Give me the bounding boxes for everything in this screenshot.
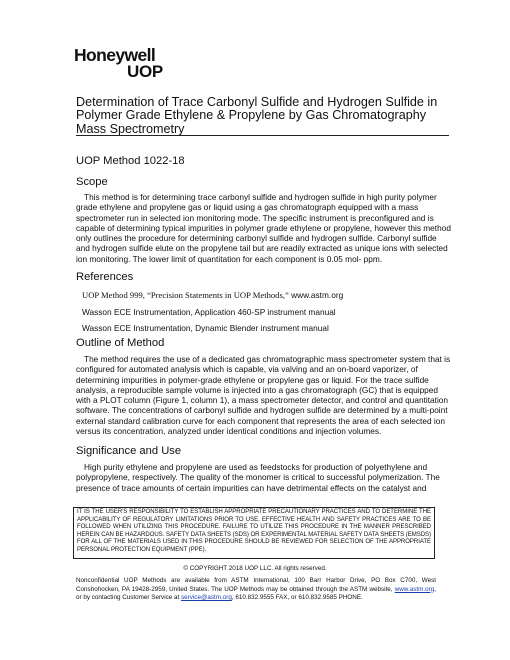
copyright-notice: © COPYRIGHT 2018 UOP LLC. All rights reserved.: [183, 565, 327, 572]
footer-text-2: , or by contacting Customer Service at: [76, 585, 436, 602]
reference-item-1: [82, 290, 343, 300]
reference-item-2: Wasson ECE Instrumentation, Application 460-SP instrument manual: [82, 307, 336, 317]
method-number: UOP Method 1022-18: [76, 155, 185, 167]
outline-paragraph: [76, 354, 452, 436]
references-heading: References: [76, 271, 134, 283]
title-underline: [76, 135, 449, 136]
reference-item-3: Wasson ECE Instrumentation, Dynamic Blender instrument manual: [82, 323, 329, 333]
document-title: Determination of Trace Carbonyl Sulfide and Hydrogen Sulfide in Polymer Grade Ethylene & Propylene by Gas Chromatography Mass Spectrometry: [76, 95, 438, 136]
significance-text: High purity ethylene and propylene are used as feedstocks for production of polyethylene and polypropylene, respectively. The quality of the monomer is critical to successful polymerization. The presence of trace amounts of certain impurities can have detrimental effects on the catalyst and: [76, 462, 440, 493]
safety-disclaimer-box: IT IS THE USER'S RESPONSIBILITY TO ESTABLISH APPROPRIATE PRECAUTIONARY PRACTICES AND TO DETERMINE THE APPLICABILITY OF REGULATORY LIMITATIONS PRIOR TO USE. EFFECTIVE HEALTH AND SAFETY PRACTICES ARE TO BE FOLLOWED WHEN UTILIZING THIS PROCEDURE. FAILURE TO UTILIZE THIS PROCEDURE IN THE MANNER PRESCRIBED HEREIN CAN BE HAZARDOUS. SAFETY DATA SHEETS (SDS) OR EXPERIMENTAL MATERIAL SAFETY DATA SHEETS (EMSDS) FOR ALL OF THE MATERIALS USED IN THIS PROCEDURE SHOULD BE REVIEWED FOR SELECTION OF THE APPROPRIATE PERSONAL PROTECTION EQUIPMENT (PPE).: [73, 507, 435, 559]
reference-1-text: UOP Method 999, “Precision Statements in UOP Methods,”: [82, 290, 289, 300]
astm-website-link[interactable]: www.astm.org: [394, 585, 435, 593]
scope-paragraph: [76, 192, 452, 264]
footer-text-3: , 610.832.9555 FAX, or 610.832.9585 PHONE.: [231, 594, 363, 602]
outline-heading: Outline of Method: [76, 337, 165, 349]
significance-heading: Significance and Use: [76, 445, 182, 457]
significance-paragraph: [76, 462, 452, 493]
footer-text-1: Nonconfidential UOP Methods are available from ASTM International, 100 Barr Harbor Drive, PO Box C700, West Conshohocken, PA 19428-2959, United States. The UOP Methods may be obtained through the ASTM website,: [76, 577, 436, 593]
logo-line-honeywell: Honeywell: [74, 45, 156, 65]
honeywell-uop-logo: [74, 46, 174, 80]
scope-text: This method is for determining trace carbonyl sulfide and hydrogen sulfide in high purity polymer grade ethylene and propylene gas or liquid using a gas chromatograph equipped with a mass spectrometer run in selected ion monitoring mode. The specific instrument is preconfigured and is capable of determining typical impurities in polymer grade ethylene or propylene, however this method only outlines the procedure for determining carbonyl sulfide and hydrogen sulfide. Carbonyl sulfide and hydrogen sulfide elute on the propylene tail but are readily extracted as unique ions with selected ion monitoring. The lower limit of quantitation for each component is 0.05 mol- ppm.: [76, 192, 451, 264]
logo-line-uop: UOP: [127, 62, 163, 81]
scope-heading: Scope: [76, 176, 108, 188]
footer-availability-notice: [76, 577, 436, 603]
reference-1-url: www.astm.org: [288, 290, 344, 300]
astm-email-link[interactable]: service@astm.org: [181, 594, 232, 602]
outline-text: The method requires the use of a dedicated gas chromatographic mass spectrometer system that is configured for automated analysis which is capable, via valving and an on-board vaporizer, of determining impurities in polymer-grade ethylene or propylene gas or liquid. For the trace sulfide analysis, a reproducible sample volume is injected into a gas chromatograph (GC) that is equipped with a PLOT column (Figure 1, column 1), a mass spectrometer detector, and control and quantitation software. The concentrations of carbonyl sulfide and hydrogen sulfide are determined by a multi-point external standard calibration curve for each component that represents the area of each selected ion versus its concentration, analyzed under identical conditions and injection volumes.: [76, 354, 451, 437]
